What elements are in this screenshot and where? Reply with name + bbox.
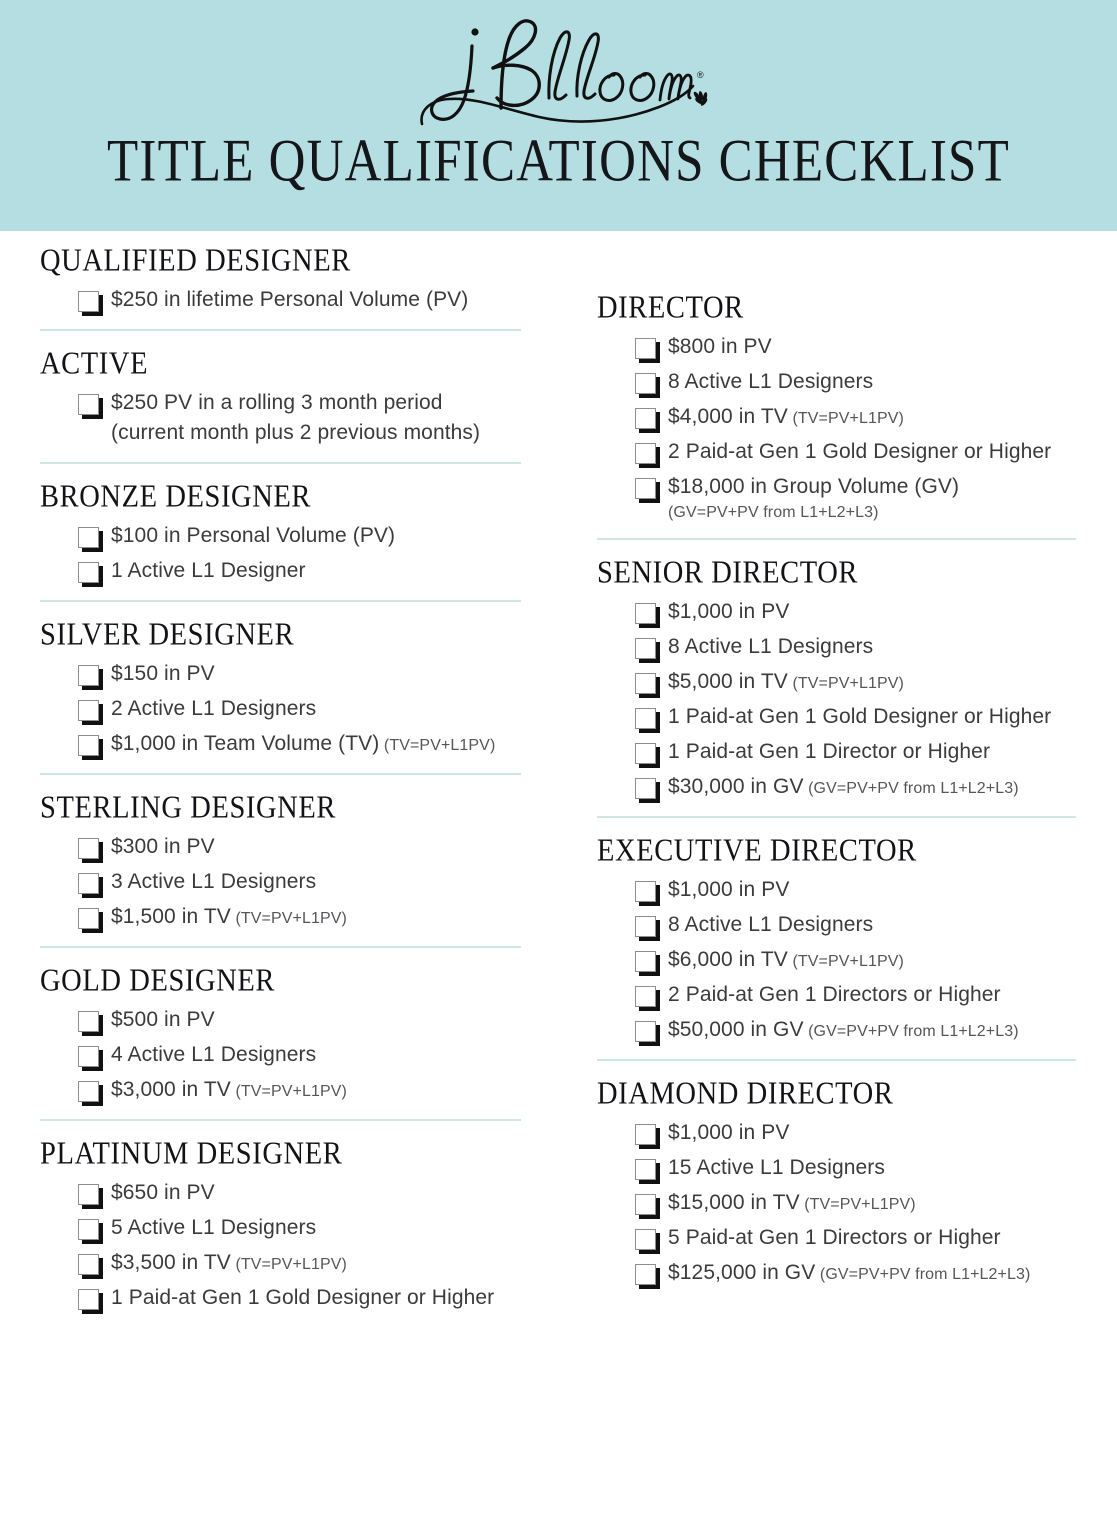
requirement-main-text: 1 Paid-at Gen 1 Director or Higher bbox=[668, 739, 991, 763]
requirement-main-text: $5,000 in TV bbox=[668, 669, 788, 693]
section-title: STERLING DESIGNER bbox=[40, 790, 336, 825]
requirement-item[interactable] bbox=[78, 556, 540, 586]
requirement-list bbox=[40, 285, 540, 315]
checkbox-icon[interactable] bbox=[78, 1254, 99, 1275]
section-divider bbox=[40, 600, 521, 602]
checkbox-icon[interactable] bbox=[78, 291, 99, 312]
requirement-text bbox=[668, 1118, 789, 1148]
requirement-formula-note: (TV=PV+L1PV) bbox=[787, 674, 904, 692]
requirement-main-text: $1,000 in PV bbox=[668, 877, 790, 901]
requirement-item[interactable] bbox=[635, 875, 1089, 905]
requirement-item[interactable] bbox=[78, 659, 540, 689]
checkbox-icon[interactable] bbox=[78, 394, 99, 415]
checkbox-icon[interactable] bbox=[78, 665, 99, 686]
checkbox-icon[interactable] bbox=[635, 1194, 656, 1215]
checklist-section bbox=[40, 244, 540, 315]
checkbox-icon[interactable] bbox=[635, 1264, 656, 1285]
requirement-main-text: $1,000 in PV bbox=[668, 1120, 790, 1144]
requirement-main-text: 5 Paid-at Gen 1 Directors or Higher bbox=[668, 1225, 1001, 1249]
requirement-text bbox=[668, 437, 1051, 467]
requirement-text bbox=[668, 1223, 1001, 1253]
right-column bbox=[597, 231, 1089, 1293]
requirement-main-text: 8 Active L1 Designers bbox=[668, 912, 874, 936]
section-title: BRONZE DESIGNER bbox=[40, 479, 312, 514]
requirement-text bbox=[668, 945, 904, 975]
requirement-item[interactable] bbox=[78, 1075, 540, 1105]
requirement-text bbox=[111, 1040, 316, 1070]
checkbox-icon[interactable] bbox=[635, 778, 656, 799]
requirement-main-text: $250 in lifetime Personal Volume (PV) bbox=[111, 287, 469, 311]
requirement-text bbox=[111, 285, 468, 315]
checkbox-icon[interactable] bbox=[635, 743, 656, 764]
requirement-text bbox=[668, 597, 789, 627]
requirement-formula-note: (GV=PV+PV from L1+L2+L3) bbox=[803, 779, 1019, 797]
requirement-text bbox=[668, 1258, 1030, 1288]
section-title: PLATINUM DESIGNER bbox=[40, 1136, 343, 1171]
checkbox-icon[interactable] bbox=[78, 735, 99, 756]
requirement-main-text: $18,000 in Group Volume (GV) bbox=[668, 474, 960, 498]
section-title: DIRECTOR bbox=[597, 291, 744, 326]
requirement-text bbox=[668, 702, 1051, 732]
requirement-main-text: $650 in PV bbox=[111, 1180, 215, 1204]
requirement-item[interactable] bbox=[635, 910, 1089, 940]
requirement-text bbox=[668, 980, 1001, 1010]
requirement-main-text: $800 in PV bbox=[668, 334, 772, 358]
requirement-item[interactable] bbox=[78, 1178, 540, 1208]
checkbox-icon[interactable] bbox=[635, 478, 656, 499]
requirement-main-text: $250 PV in a rolling 3 month period bbox=[111, 390, 443, 414]
requirement-text bbox=[111, 1178, 215, 1208]
section-divider bbox=[597, 1059, 1076, 1061]
requirement-main-text: 5 Active L1 Designers bbox=[111, 1215, 317, 1239]
requirement-text bbox=[668, 472, 959, 524]
requirement-item[interactable] bbox=[635, 437, 1089, 467]
requirement-main-text: 1 Paid-at Gen 1 Gold Designer or Higher bbox=[111, 1285, 495, 1309]
checkbox-icon[interactable] bbox=[635, 373, 656, 394]
requirement-item[interactable] bbox=[635, 737, 1089, 767]
requirement-text bbox=[111, 832, 215, 862]
requirement-text bbox=[111, 659, 215, 689]
section-title: EXECUTIVE DIRECTOR bbox=[597, 833, 917, 868]
requirement-main-text: 3 Active L1 Designers bbox=[111, 869, 317, 893]
checklist-section bbox=[40, 791, 540, 932]
requirement-item[interactable] bbox=[635, 667, 1089, 697]
requirement-text bbox=[668, 332, 772, 362]
requirement-text bbox=[668, 667, 904, 697]
requirement-list bbox=[597, 875, 1089, 1045]
requirement-item[interactable] bbox=[635, 980, 1089, 1010]
requirement-item[interactable] bbox=[635, 1153, 1089, 1183]
requirement-item[interactable] bbox=[78, 285, 540, 315]
checkbox-icon[interactable] bbox=[78, 527, 99, 548]
requirement-main-text: 8 Active L1 Designers bbox=[668, 369, 874, 393]
checkbox-icon[interactable] bbox=[635, 603, 656, 624]
requirement-item[interactable] bbox=[78, 832, 540, 862]
checklist-section bbox=[40, 1137, 540, 1313]
requirement-text bbox=[668, 1153, 885, 1183]
requirement-main-text: $1,500 in TV bbox=[111, 904, 231, 928]
section-title: QUALIFIED DESIGNER bbox=[40, 244, 351, 279]
requirement-text bbox=[111, 694, 316, 724]
checklist-section bbox=[597, 556, 1089, 802]
section-divider bbox=[40, 1119, 521, 1121]
flower-icon bbox=[692, 91, 708, 107]
requirement-main-text: $4,000 in TV bbox=[668, 404, 788, 428]
requirement-main-text: 1 Active L1 Designer bbox=[111, 558, 306, 582]
requirement-list bbox=[40, 388, 540, 448]
requirement-main-text: $15,000 in TV bbox=[668, 1190, 800, 1214]
requirement-item[interactable] bbox=[78, 1040, 540, 1070]
requirement-main-text: 2 Paid-at Gen 1 Gold Designer or Higher bbox=[668, 439, 1052, 463]
checklist-section bbox=[597, 291, 1089, 524]
requirement-main-text: $1,000 in Team Volume (TV) bbox=[111, 731, 380, 755]
checkbox-icon[interactable] bbox=[635, 881, 656, 902]
requirement-item[interactable] bbox=[78, 1005, 540, 1035]
checkbox-icon[interactable] bbox=[78, 700, 99, 721]
requirement-item[interactable] bbox=[78, 521, 540, 551]
requirement-formula-note: (TV=PV+L1PV) bbox=[230, 909, 347, 927]
section-divider bbox=[597, 816, 1076, 818]
checklist-columns bbox=[0, 231, 1117, 1536]
requirement-formula-note: (TV=PV+L1PV) bbox=[787, 952, 904, 970]
section-divider bbox=[40, 946, 521, 948]
checkbox-icon[interactable] bbox=[78, 873, 99, 894]
section-title: ACTIVE bbox=[40, 346, 149, 382]
requirement-main-text: $50,000 in GV bbox=[668, 1017, 804, 1041]
requirement-item[interactable] bbox=[635, 1223, 1089, 1253]
requirement-item[interactable] bbox=[635, 332, 1089, 362]
requirement-text bbox=[111, 388, 480, 448]
requirement-item[interactable] bbox=[635, 945, 1089, 975]
checklist-section bbox=[40, 618, 540, 759]
requirement-main-text: $6,000 in TV bbox=[668, 947, 788, 971]
jbloom-logo bbox=[409, 12, 709, 130]
requirement-list bbox=[40, 832, 540, 932]
requirement-main-text: $3,000 in TV bbox=[111, 1077, 231, 1101]
requirement-item[interactable] bbox=[78, 902, 540, 932]
requirement-item[interactable] bbox=[78, 729, 540, 759]
checkbox-icon[interactable] bbox=[635, 1229, 656, 1250]
left-column bbox=[40, 231, 540, 1318]
requirement-formula-note: (TV=PV+L1PV) bbox=[787, 409, 904, 427]
requirement-item[interactable] bbox=[635, 632, 1089, 662]
requirement-text bbox=[668, 772, 1019, 802]
requirement-main-text: 8 Active L1 Designers bbox=[668, 634, 874, 658]
section-title: SENIOR DIRECTOR bbox=[597, 555, 859, 590]
requirement-item[interactable] bbox=[635, 367, 1089, 397]
requirement-list bbox=[597, 332, 1089, 524]
checkbox-icon[interactable] bbox=[635, 1159, 656, 1180]
checkbox-icon[interactable] bbox=[635, 916, 656, 937]
requirement-list bbox=[40, 659, 540, 759]
requirement-main-text: 2 Paid-at Gen 1 Directors or Higher bbox=[668, 982, 1001, 1006]
requirement-formula-note: (TV=PV+L1PV) bbox=[230, 1082, 347, 1100]
requirement-formula-note: (TV=PV+L1PV) bbox=[379, 736, 496, 754]
requirement-text bbox=[111, 1283, 494, 1313]
requirement-text bbox=[111, 521, 395, 551]
requirement-main-text: 2 Active L1 Designers bbox=[111, 696, 317, 720]
checklist-section bbox=[40, 480, 540, 586]
requirement-text bbox=[111, 1075, 347, 1105]
requirement-text bbox=[111, 867, 316, 897]
checklist-section bbox=[40, 347, 540, 448]
requirement-text bbox=[111, 556, 306, 586]
section-title: SILVER DESIGNER bbox=[40, 617, 295, 652]
section-divider bbox=[40, 462, 521, 464]
requirement-text bbox=[111, 1213, 316, 1243]
requirement-item[interactable] bbox=[635, 772, 1089, 802]
requirement-item[interactable] bbox=[635, 1015, 1089, 1045]
checkbox-icon[interactable] bbox=[635, 1124, 656, 1145]
requirement-list bbox=[597, 597, 1089, 802]
requirement-item[interactable] bbox=[78, 1283, 540, 1313]
requirement-main-text: $100 in Personal Volume (PV) bbox=[111, 523, 396, 547]
requirement-main-text: 1 Paid-at Gen 1 Gold Designer or Higher bbox=[668, 704, 1052, 728]
requirement-text bbox=[668, 875, 789, 905]
checkbox-icon[interactable] bbox=[635, 638, 656, 659]
requirement-text bbox=[668, 632, 873, 662]
checkbox-icon[interactable] bbox=[635, 338, 656, 359]
requirement-main-text: $3,500 in TV bbox=[111, 1250, 231, 1274]
requirement-text bbox=[668, 1015, 1019, 1045]
requirement-item[interactable] bbox=[78, 867, 540, 897]
registered-trademark-symbol: ® bbox=[696, 70, 704, 80]
requirement-main-text: 15 Active L1 Designers bbox=[668, 1155, 885, 1179]
requirement-text bbox=[111, 902, 347, 932]
requirement-item[interactable] bbox=[635, 1118, 1089, 1148]
requirement-item[interactable] bbox=[78, 694, 540, 724]
section-divider bbox=[40, 329, 521, 331]
checkbox-icon[interactable] bbox=[78, 838, 99, 859]
requirement-main-text: $30,000 in GV bbox=[668, 774, 804, 798]
requirement-text bbox=[668, 910, 873, 940]
checklist-section bbox=[597, 834, 1089, 1045]
requirement-item[interactable] bbox=[635, 1188, 1089, 1218]
checklist-section bbox=[597, 1077, 1089, 1288]
requirement-text bbox=[668, 402, 904, 432]
requirement-formula-note: (TV=PV+L1PV) bbox=[230, 1255, 347, 1273]
requirement-main-text: $300 in PV bbox=[111, 834, 215, 858]
requirement-text bbox=[111, 1248, 347, 1278]
checkbox-icon[interactable] bbox=[635, 708, 656, 729]
requirement-formula-note: (GV=PV+PV from L1+L2+L3) bbox=[803, 1022, 1019, 1040]
requirement-main-text: 4 Active L1 Designers bbox=[111, 1042, 317, 1066]
section-title: DIAMOND DIRECTOR bbox=[597, 1076, 894, 1111]
requirement-formula-note: (GV=PV+PV from L1+L2+L3) bbox=[815, 1265, 1031, 1283]
page-header-band bbox=[0, 0, 1117, 231]
checkbox-icon[interactable] bbox=[78, 1081, 99, 1102]
checkbox-icon[interactable] bbox=[78, 1011, 99, 1032]
requirement-item[interactable] bbox=[635, 1258, 1089, 1288]
checkbox-icon[interactable] bbox=[635, 443, 656, 464]
requirement-text bbox=[668, 737, 990, 767]
checkbox-icon[interactable] bbox=[635, 1021, 656, 1042]
checkbox-icon[interactable] bbox=[635, 986, 656, 1007]
section-divider bbox=[40, 773, 521, 775]
section-title: GOLD DESIGNER bbox=[40, 963, 275, 998]
requirement-item[interactable] bbox=[78, 1248, 540, 1278]
page-title: TITLE QUALIFICATIONS CHECKLIST bbox=[107, 128, 1010, 195]
requirement-list bbox=[40, 1178, 540, 1313]
jbloom-logo-icon bbox=[409, 12, 709, 130]
checklist-section bbox=[40, 964, 540, 1105]
checkbox-icon[interactable] bbox=[78, 908, 99, 929]
requirement-list bbox=[40, 1005, 540, 1105]
requirement-item[interactable] bbox=[78, 388, 540, 448]
section-divider bbox=[597, 538, 1076, 540]
requirement-list bbox=[597, 1118, 1089, 1288]
requirement-text bbox=[668, 367, 873, 397]
requirement-formula-note: (GV=PV+PV from L1+L2+L3) bbox=[668, 503, 879, 521]
checkbox-icon[interactable] bbox=[78, 1184, 99, 1205]
requirement-item[interactable] bbox=[635, 597, 1089, 627]
requirement-main-text: $125,000 in GV bbox=[668, 1260, 816, 1284]
requirement-main-text: $1,000 in PV bbox=[668, 599, 790, 623]
checkbox-icon[interactable] bbox=[78, 1046, 99, 1067]
requirement-continuation-text: (current month plus 2 previous months) bbox=[111, 420, 481, 444]
requirement-main-text: $500 in PV bbox=[111, 1007, 215, 1031]
checkbox-icon[interactable] bbox=[78, 562, 99, 583]
requirement-text bbox=[668, 1188, 916, 1218]
checkbox-icon[interactable] bbox=[78, 1219, 99, 1240]
requirement-item[interactable] bbox=[635, 472, 1089, 524]
requirement-item[interactable] bbox=[635, 702, 1089, 732]
checkbox-icon[interactable] bbox=[635, 408, 656, 429]
requirement-text bbox=[111, 1005, 215, 1035]
requirement-main-text: $150 in PV bbox=[111, 661, 215, 685]
requirement-item[interactable] bbox=[635, 402, 1089, 432]
requirement-list bbox=[40, 521, 540, 586]
checkbox-icon[interactable] bbox=[635, 673, 656, 694]
checkbox-icon[interactable] bbox=[78, 1289, 99, 1310]
requirement-formula-note: (TV=PV+L1PV) bbox=[799, 1195, 916, 1213]
requirement-text bbox=[111, 729, 495, 759]
requirement-item[interactable] bbox=[78, 1213, 540, 1243]
checkbox-icon[interactable] bbox=[635, 951, 656, 972]
